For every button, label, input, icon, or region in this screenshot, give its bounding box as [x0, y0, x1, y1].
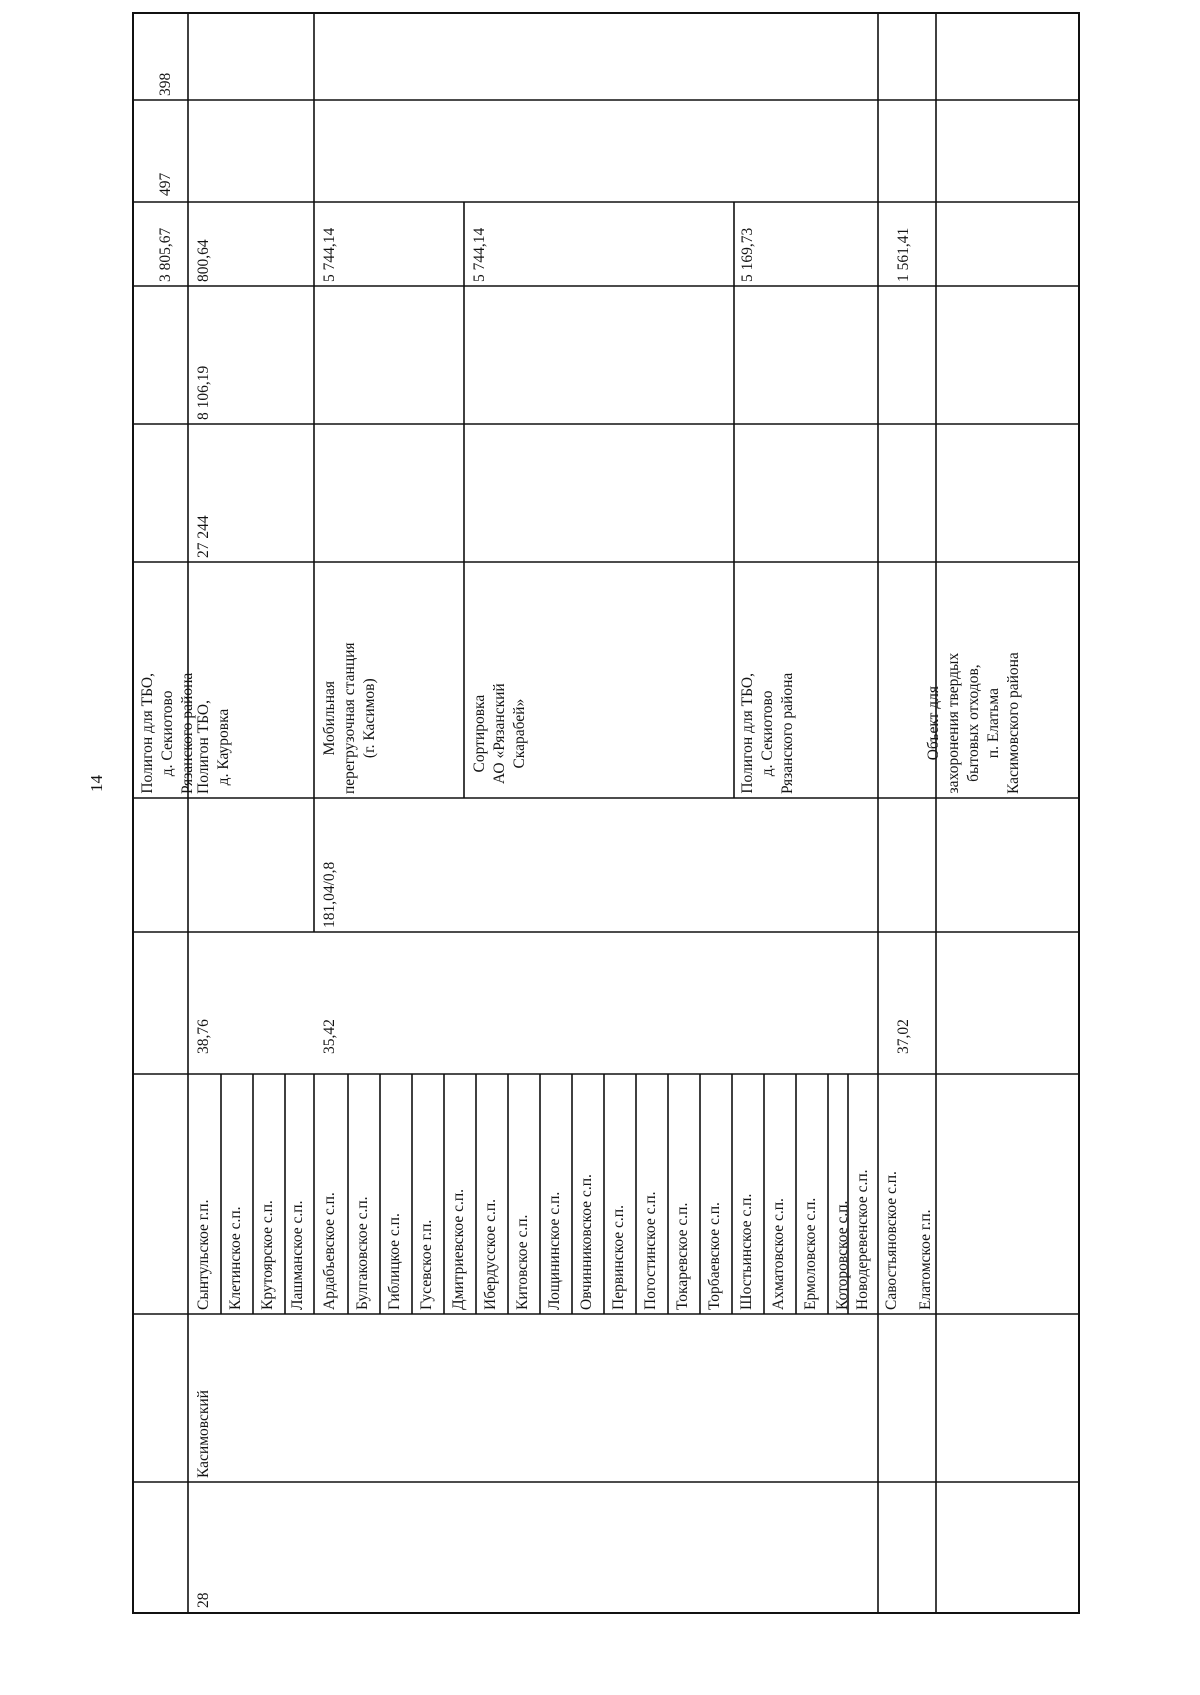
header-value-b: 497: [157, 172, 174, 196]
settlement-item: Дмитриевское с.п.: [450, 1188, 467, 1310]
group-4-object: Полигон для ТБО, д. Секиотово Рязанского района: [739, 672, 796, 794]
group-1-volume: 8 106,19: [195, 365, 212, 420]
settlement-item: Токаревское с.п.: [674, 1202, 691, 1310]
settlement-item: Ахматовское с.п.: [770, 1198, 787, 1310]
waste-flow-table: [132, 12, 1080, 1614]
group-1-value: 38,76: [195, 1019, 212, 1054]
settlement-item: Которовское с.п.: [834, 1200, 851, 1310]
group-1-capacity: 27 244: [195, 515, 212, 558]
group-5-object: Объект для захоронения твердых бытовых отходов, п. Елатьма Касимовского района: [925, 652, 1022, 794]
settlement-item: Китовское с.п.: [514, 1214, 531, 1310]
group-1-object: Полигон ТБО, д. Кауровка: [195, 700, 232, 794]
settlement-item: Ермоловское с.п.: [802, 1197, 819, 1310]
header-value-c: 398: [157, 72, 174, 96]
group-2-amount: 5 744,14: [321, 227, 338, 282]
settlement-item: Торбаевское с.п.: [706, 1202, 723, 1310]
group-2-value: 35,42: [321, 1019, 338, 1054]
settlement-item: Клетинское с.п.: [227, 1206, 244, 1310]
settlement-item: Первинское с.п.: [610, 1205, 627, 1310]
settlement-item: Крутоярское с.п.: [259, 1200, 276, 1310]
group-3-amount: 5 744,14: [471, 227, 488, 282]
settlement-item: Шостьинское с.п.: [738, 1193, 755, 1310]
row-number: 28: [195, 1592, 212, 1608]
group-2-distance: 181,04/0,8: [321, 861, 338, 928]
group-2-object: Мобильная перегрузочная станция (г. Касимов): [321, 642, 378, 794]
table-grid: [134, 14, 1078, 1612]
settlement-item: Ардабьевское с.п.: [321, 1192, 338, 1310]
header-disposal-object: Полигон для ТБО, д. Секиотово Рязанского района: [139, 672, 196, 794]
settlement-item: Лашманское с.п.: [289, 1200, 306, 1310]
page-number: 14: [87, 775, 106, 792]
group-5-amount: 1 561,41: [895, 227, 912, 282]
group-3-object: Сортировка АО «Рязанский Скарабей»: [471, 683, 528, 784]
settlement-item: Погостинское с.п.: [642, 1191, 659, 1310]
settlement-item: Ибердусское с.п.: [482, 1198, 499, 1310]
settlement-item: Гусевское г.п.: [418, 1219, 435, 1310]
header-value-a: 3 805,67: [157, 227, 174, 282]
group-4-amount: 5 169,73: [739, 227, 756, 282]
group-1-amount: 800,64: [195, 239, 212, 282]
settlement-item: Гиблицкое с.п.: [386, 1213, 403, 1310]
settlement-item: Новодеревенское с.п.: [854, 1169, 871, 1310]
settlement-item: Лощининское с.п.: [546, 1191, 563, 1310]
settlement-item: Сынтульское г.п.: [195, 1199, 212, 1310]
settlement-item: Булгаковское с.п.: [354, 1196, 371, 1310]
settlement-item: Савостьяновское с.п.: [883, 1171, 900, 1310]
settlement-item: Овчинниковское с.п.: [578, 1174, 595, 1310]
district-name: Касимовский: [195, 1390, 212, 1478]
group-5-value: 37,02: [895, 1019, 912, 1054]
settlement-item: Елатомское г.п.: [917, 1209, 934, 1310]
